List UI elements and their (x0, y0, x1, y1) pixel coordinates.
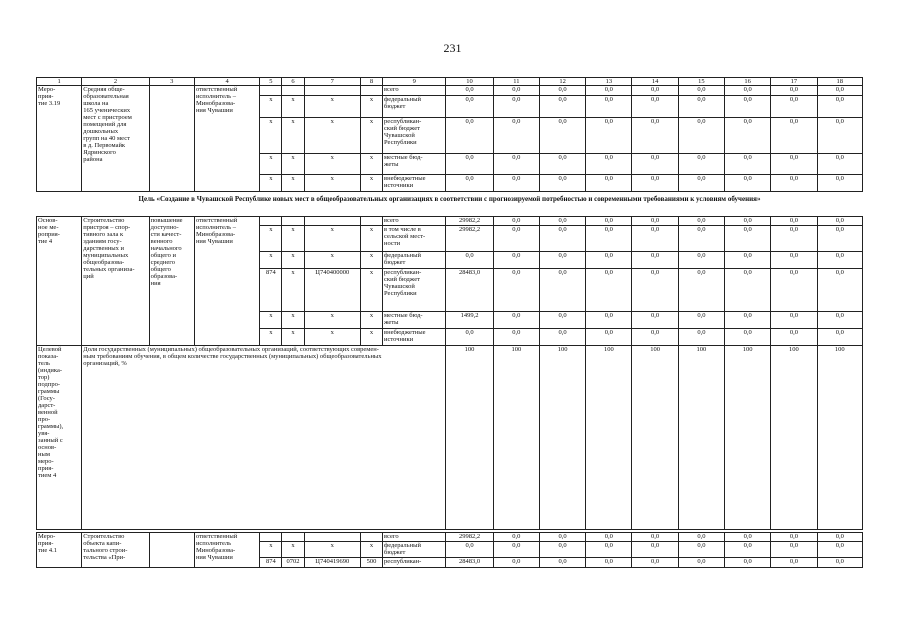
page-number: 231 (443, 41, 462, 55)
goal-heading: Цель «Создание в Чувашской Республике новых мест в общеобразовательных организациях в соответствии с прогнозируемой потребностью и современными требованиями к условиям обучения» (138, 195, 761, 203)
measure-code-cell: Основ- ное ме- роприя- тие 4 (37, 217, 82, 346)
table-row (37, 533, 863, 542)
code-cell: x (360, 312, 382, 329)
value-cell: 0,0 (771, 329, 817, 346)
table-row (37, 217, 863, 226)
value-cell: 0,0 (632, 542, 678, 558)
value-cell: 0,0 (586, 542, 632, 558)
code-cell: 874 (260, 558, 282, 568)
value-cell: 0,0 (771, 269, 817, 312)
indicator-row (37, 346, 863, 530)
code-cell (282, 533, 304, 542)
code-cell: x (360, 542, 382, 558)
value-cell: 0,0 (771, 118, 817, 154)
code-cell: x (282, 542, 304, 558)
value-cell: 0,0 (586, 217, 632, 226)
value-cell: 0,0 (632, 154, 678, 175)
value-cell: 0,0 (539, 175, 585, 192)
code-cell: x (282, 252, 304, 269)
code-cell: x (282, 269, 304, 312)
header-row (37, 78, 863, 86)
code-cell: x (360, 96, 382, 118)
column-number-cell: 16 (725, 78, 771, 86)
value-cell: 0,0 (586, 96, 632, 118)
column-number-cell: 18 (817, 78, 862, 86)
code-cell: x (282, 312, 304, 329)
code-cell: 0702 (282, 558, 304, 568)
value-cell: 0,0 (586, 312, 632, 329)
value-cell: 0,0 (586, 533, 632, 542)
column-number-cell: 6 (282, 78, 304, 86)
value-cell: 0,0 (771, 175, 817, 192)
code-cell: x (360, 269, 382, 312)
value-cell: 0,0 (632, 118, 678, 154)
code-cell: 500 (360, 558, 382, 568)
column-number-cell: 15 (678, 78, 724, 86)
value-cell: 0,0 (493, 96, 539, 118)
code-cell: x (360, 252, 382, 269)
value-cell: 0,0 (817, 118, 862, 154)
value-cell: 0,0 (725, 154, 771, 175)
value-cell: 0,0 (493, 312, 539, 329)
value-cell: 0,0 (771, 86, 817, 96)
value-cell: 28483,0 (446, 558, 493, 568)
code-cell (360, 217, 382, 226)
table-bottom (36, 532, 863, 568)
value-cell: 0,0 (632, 175, 678, 192)
value-cell: 0,0 (493, 154, 539, 175)
code-cell: Ц740400000 (304, 269, 360, 312)
value-cell: 0,0 (725, 542, 771, 558)
code-cell: Ц740419690 (304, 558, 360, 568)
value-cell: 0,0 (725, 226, 771, 252)
code-cell: 874 (260, 269, 282, 312)
value-cell: 0,0 (678, 96, 724, 118)
funding-source-cell: местные бюд- жеты (383, 154, 446, 175)
value-cell: 0,0 (771, 226, 817, 252)
code-cell: x (260, 542, 282, 558)
measure-executor-cell: ответственный исполнитель – Минобразова- ния Чувашии (194, 86, 259, 192)
value-cell: 0,0 (446, 118, 493, 154)
code-cell (360, 86, 382, 96)
funding-source-cell: внебюджетные источники (383, 329, 446, 346)
code-cell: x (260, 154, 282, 175)
value-cell: 0,0 (678, 329, 724, 346)
code-cell: x (282, 175, 304, 192)
code-cell: x (260, 226, 282, 252)
funding-source-cell: внебюджетные источники (383, 175, 446, 192)
value-cell: 0,0 (771, 96, 817, 118)
code-cell: x (360, 118, 382, 154)
code-cell: x (360, 226, 382, 252)
value-cell: 0,0 (817, 86, 862, 96)
value-cell: 0,0 (493, 217, 539, 226)
value-cell: 0,0 (725, 175, 771, 192)
code-cell: x (304, 542, 360, 558)
code-cell: x (304, 154, 360, 175)
value-cell: 28483,0 (446, 269, 493, 312)
column-number-cell: 7 (304, 78, 360, 86)
measure-executor-cell: ответственный исполнитель – Минобразова- ния Чувашии (194, 217, 259, 346)
value-cell: 0,0 (539, 269, 585, 312)
column-number-cell: 5 (260, 78, 282, 86)
value-cell: 0,0 (678, 269, 724, 312)
code-cell: x (360, 175, 382, 192)
code-cell: x (282, 329, 304, 346)
code-cell (282, 86, 304, 96)
funding-source-cell: всего (383, 217, 446, 226)
value-cell: 0,0 (539, 226, 585, 252)
value-cell: 100 (586, 346, 632, 530)
measure-target-cell (149, 86, 194, 192)
value-cell: 0,0 (817, 542, 862, 558)
column-number-cell: 4 (194, 78, 259, 86)
value-cell: 100 (817, 346, 862, 530)
funding-source-cell: федеральный бюджет (383, 542, 446, 558)
code-cell: x (360, 329, 382, 346)
code-cell: x (304, 226, 360, 252)
value-cell: 0,0 (446, 329, 493, 346)
table-middle (36, 216, 863, 530)
measure-code-cell: Меро- прия- тие 4.1 (37, 533, 82, 568)
value-cell: 0,0 (539, 86, 585, 96)
indicator-code-cell: Целевой показа- тель (индика- тор) подпро- граммы (Госу- дарст- венной про- граммы), увя- занный с основ- ным меро- прия- тием 4 (37, 346, 82, 530)
value-cell: 0,0 (725, 312, 771, 329)
value-cell: 0,0 (817, 312, 862, 329)
value-cell: 100 (632, 346, 678, 530)
value-cell: 0,0 (586, 86, 632, 96)
value-cell: 0,0 (539, 542, 585, 558)
measure-target-cell: повышение доступно- сти качест- венного начального общего и среднего общего образова- ния (149, 217, 194, 346)
value-cell: 0,0 (817, 558, 862, 568)
indicator-text-cell: Доля государственных (муниципальных) общеобразовательных организаций, соответствующих современ- ным требованиям обучения, в общем количестве государственных (муниципальных) общеобразовательных организаций, % (82, 346, 446, 530)
value-cell: 0,0 (678, 312, 724, 329)
value-cell: 0,0 (446, 175, 493, 192)
measure-name-cell: Строительство объекта капи- тального строи- тельства «При- (82, 533, 149, 568)
code-cell: x (260, 312, 282, 329)
value-cell: 0,0 (539, 154, 585, 175)
value-cell: 0,0 (678, 154, 724, 175)
value-cell: 0,0 (725, 558, 771, 568)
value-cell: 0,0 (539, 252, 585, 269)
value-cell: 0,0 (817, 329, 862, 346)
code-cell (304, 533, 360, 542)
funding-source-cell: республикан- ский бюджет Чувашской Республики (383, 269, 446, 312)
value-cell: 29982,2 (446, 533, 493, 542)
value-cell: 0,0 (678, 558, 724, 568)
table-row (37, 86, 863, 96)
code-cell (260, 217, 282, 226)
code-cell: x (282, 118, 304, 154)
value-cell: 0,0 (771, 533, 817, 542)
value-cell: 0,0 (539, 312, 585, 329)
funding-source-cell: федеральный бюджет (383, 96, 446, 118)
value-cell: 0,0 (678, 217, 724, 226)
value-cell: 0,0 (539, 96, 585, 118)
code-cell: x (282, 96, 304, 118)
code-cell: x (304, 175, 360, 192)
column-number-cell: 2 (82, 78, 149, 86)
funding-source-cell: всего (383, 533, 446, 542)
funding-source-cell: местные бюд- жеты (383, 312, 446, 329)
column-number-cell: 17 (771, 78, 817, 86)
value-cell: 0,0 (493, 329, 539, 346)
measure-executor-cell: ответственный исполнитель Минобразова- ния Чувашии (194, 533, 259, 568)
code-cell (260, 533, 282, 542)
code-cell: x (260, 329, 282, 346)
value-cell: 0,0 (771, 217, 817, 226)
value-cell: 0,0 (725, 329, 771, 346)
value-cell: 0,0 (632, 312, 678, 329)
value-cell: 100 (678, 346, 724, 530)
value-cell: 0,0 (586, 269, 632, 312)
value-cell: 0,0 (632, 533, 678, 542)
value-cell: 0,0 (771, 312, 817, 329)
code-cell: x (260, 252, 282, 269)
funding-source-cell: федеральный бюджет (383, 252, 446, 269)
measure-name-cell: Средняя обще- образовательная школа на 165 ученических мест с пристроем помещений для дошкольных групп на 40 мест в д. Первомайк Ядринского района (82, 86, 149, 192)
value-cell: 0,0 (725, 252, 771, 269)
value-cell: 0,0 (632, 329, 678, 346)
value-cell: 0,0 (632, 217, 678, 226)
value-cell: 0,0 (678, 118, 724, 154)
code-cell (304, 86, 360, 96)
value-cell: 0,0 (632, 86, 678, 96)
value-cell: 0,0 (539, 118, 585, 154)
value-cell: 0,0 (539, 217, 585, 226)
value-cell: 100 (493, 346, 539, 530)
funding-source-cell: республикан- (383, 558, 446, 568)
value-cell: 0,0 (771, 252, 817, 269)
value-cell: 0,0 (725, 533, 771, 542)
value-cell: 0,0 (817, 217, 862, 226)
value-cell: 0,0 (817, 154, 862, 175)
code-cell: x (260, 175, 282, 192)
code-cell: x (282, 226, 304, 252)
column-number-cell: 1 (37, 78, 82, 86)
value-cell: 0,0 (725, 96, 771, 118)
code-cell (360, 533, 382, 542)
code-cell: x (304, 252, 360, 269)
code-cell: x (304, 118, 360, 154)
value-cell: 0,0 (446, 96, 493, 118)
code-cell (260, 86, 282, 96)
value-cell: 100 (446, 346, 493, 530)
code-cell (304, 217, 360, 226)
table-top (36, 77, 863, 192)
code-cell: x (260, 96, 282, 118)
funding-source-cell: в том числе в сельской мест- ности (383, 226, 446, 252)
value-cell: 0,0 (493, 86, 539, 96)
column-number-cell: 14 (632, 78, 678, 86)
value-cell: 0,0 (493, 175, 539, 192)
value-cell: 0,0 (493, 252, 539, 269)
value-cell: 0,0 (632, 269, 678, 312)
value-cell: 0,0 (817, 175, 862, 192)
value-cell: 0,0 (771, 558, 817, 568)
value-cell: 0,0 (586, 558, 632, 568)
value-cell: 0,0 (493, 542, 539, 558)
value-cell: 100 (771, 346, 817, 530)
value-cell: 29982,2 (446, 226, 493, 252)
value-cell: 0,0 (678, 542, 724, 558)
value-cell: 0,0 (678, 252, 724, 269)
value-cell: 0,0 (446, 542, 493, 558)
code-cell (282, 217, 304, 226)
value-cell: 0,0 (586, 175, 632, 192)
value-cell: 0,0 (446, 252, 493, 269)
value-cell: 0,0 (817, 96, 862, 118)
code-cell: x (260, 118, 282, 154)
value-cell: 100 (725, 346, 771, 530)
value-cell: 0,0 (493, 269, 539, 312)
value-cell: 0,0 (632, 96, 678, 118)
column-number-cell: 13 (586, 78, 632, 86)
column-number-cell: 9 (383, 78, 446, 86)
value-cell: 0,0 (817, 533, 862, 542)
code-cell: x (360, 154, 382, 175)
value-cell: 0,0 (725, 86, 771, 96)
value-cell: 0,0 (493, 118, 539, 154)
value-cell: 100 (539, 346, 585, 530)
column-number-cell: 10 (446, 78, 493, 86)
value-cell: 0,0 (539, 558, 585, 568)
value-cell: 0,0 (725, 269, 771, 312)
value-cell: 0,0 (817, 252, 862, 269)
value-cell: 0,0 (817, 269, 862, 312)
value-cell: 0,0 (586, 252, 632, 269)
value-cell: 0,0 (771, 542, 817, 558)
value-cell: 0,0 (586, 118, 632, 154)
value-cell: 0,0 (586, 329, 632, 346)
value-cell: 0,0 (586, 154, 632, 175)
value-cell: 0,0 (446, 154, 493, 175)
value-cell: 0,0 (632, 252, 678, 269)
value-cell: 29982,2 (446, 217, 493, 226)
value-cell: 0,0 (678, 226, 724, 252)
code-cell: x (304, 312, 360, 329)
value-cell: 0,0 (632, 226, 678, 252)
code-cell: x (282, 154, 304, 175)
code-cell: x (304, 96, 360, 118)
column-number-cell: 12 (539, 78, 585, 86)
value-cell: 0,0 (817, 226, 862, 252)
value-cell: 0,0 (493, 533, 539, 542)
value-cell: 0,0 (678, 533, 724, 542)
value-cell: 0,0 (493, 558, 539, 568)
value-cell: 0,0 (493, 226, 539, 252)
value-cell: 0,0 (632, 558, 678, 568)
code-cell: x (304, 329, 360, 346)
value-cell: 0,0 (678, 86, 724, 96)
value-cell: 0,0 (678, 175, 724, 192)
value-cell: 0,0 (539, 329, 585, 346)
column-number-cell: 3 (149, 78, 194, 86)
value-cell: 0,0 (446, 86, 493, 96)
value-cell: 0,0 (725, 217, 771, 226)
column-number-cell: 8 (360, 78, 382, 86)
measure-name-cell: Строительство пристроя – спор- тивного зала к зданиям госу- дарственных и муниципальных общеобразова- тельных организа- ций (82, 217, 149, 346)
value-cell: 1499,2 (446, 312, 493, 329)
measure-code-cell: Меро- прия- тие 3.19 (37, 86, 82, 192)
value-cell: 0,0 (539, 533, 585, 542)
column-number-cell: 11 (493, 78, 539, 86)
funding-source-cell: всего (383, 86, 446, 96)
value-cell: 0,0 (586, 226, 632, 252)
funding-source-cell: республикан- ский бюджет Чувашской Республики (383, 118, 446, 154)
value-cell: 0,0 (771, 154, 817, 175)
measure-target-cell (149, 533, 194, 568)
value-cell: 0,0 (725, 118, 771, 154)
